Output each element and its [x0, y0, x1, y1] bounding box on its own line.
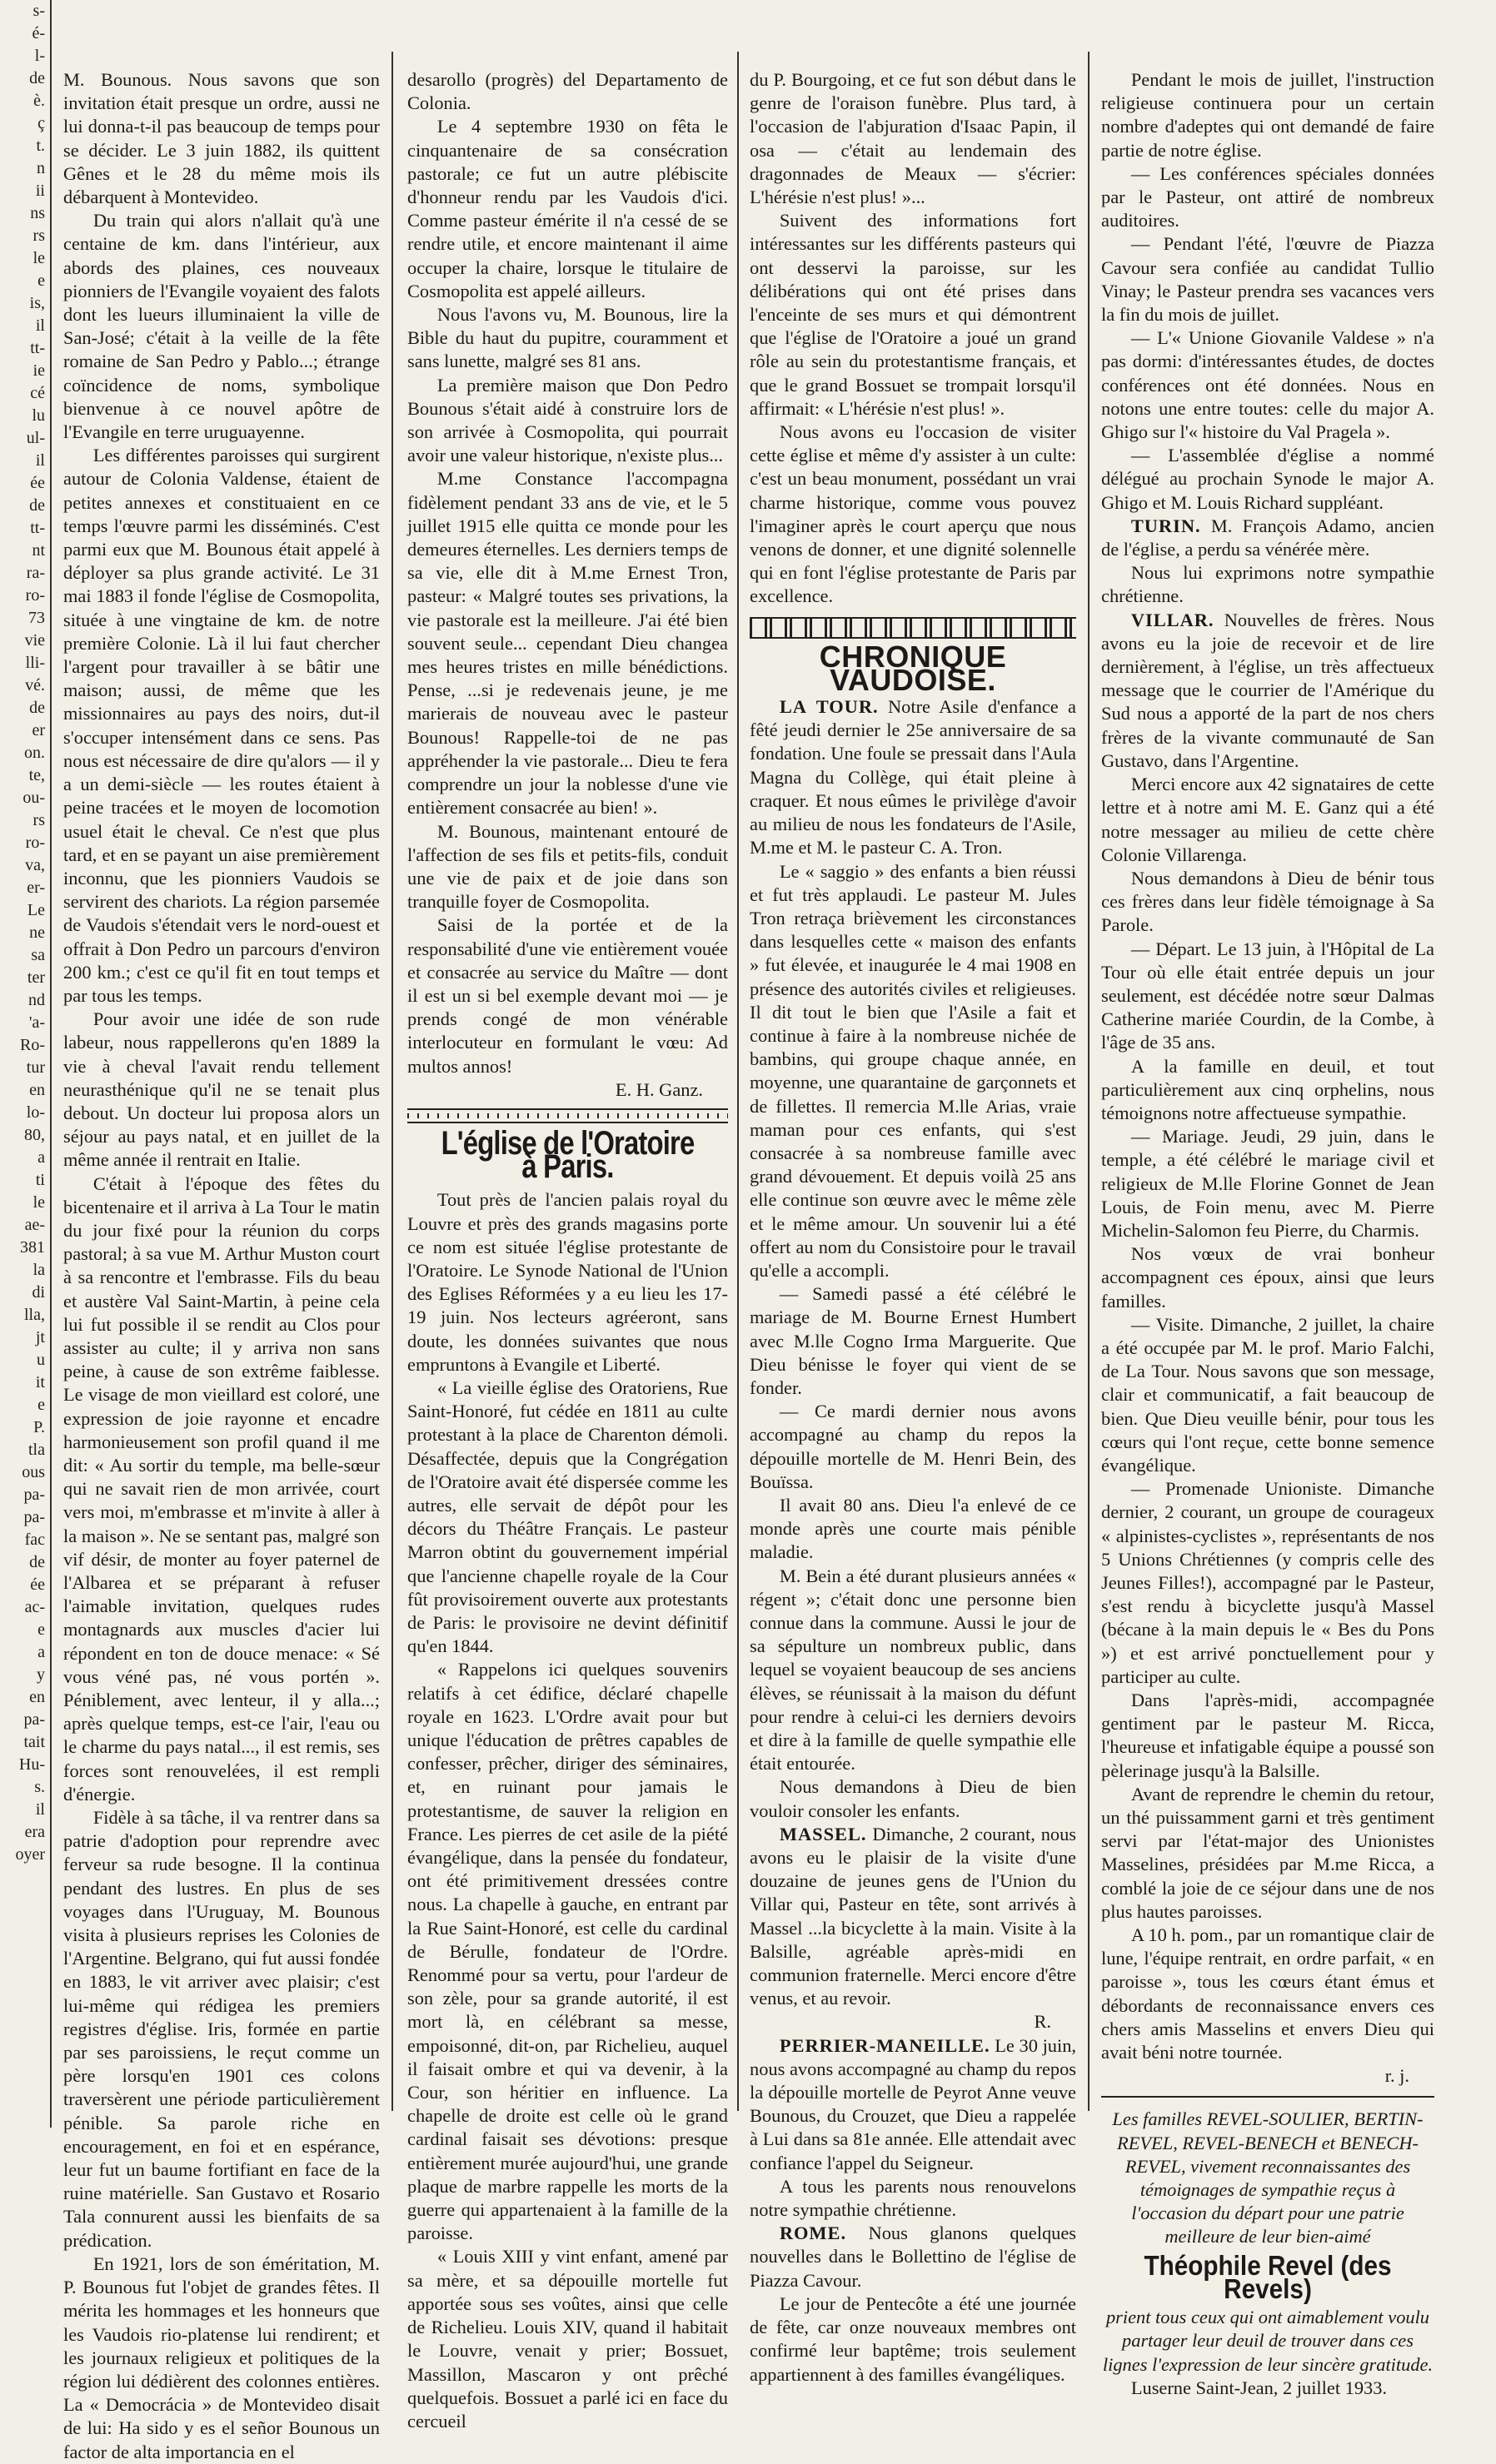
signature: E. H. Ganz. [615, 1078, 703, 1100]
paragraph-text: M. François Adamo, ancien de l'église, a perdu sa vénérée mère. [1101, 515, 1434, 560]
paragraph-text: En 1921, lors de son éméritation, M. P. Bounous fut l'objet de grandes fêtes. Il mérita les hommages et les honneurs que les Vaudois rio-platense lui rendirent; et les journaux religieux et politiques de la région lui dédièrent des colonnes entières. La « Democrácia » de Montevideo disait de lui: Ha sido y es el señor Bounous un factor de alta importancia en el [63, 2252, 380, 2462]
paragraph-text: Avant de reprendre le chemin du retour, un thé puissamment garni et très gentiment servi par l'état-major des Unionistes Masselines, présidées par M.me Ricca, a comblé la joie de ce séjour dans une de nos plus hautes paroisses. [1101, 1783, 1434, 1922]
margin-fragment: è. [33, 92, 45, 110]
margin-fragment: u [37, 1351, 45, 1369]
margin-fragment: Ro- [20, 1036, 45, 1054]
margin-fragment: é- [32, 24, 45, 42]
paragraph [63, 68, 380, 209]
paragraph [407, 467, 728, 819]
margin-fragment: sa [31, 946, 45, 964]
signature: R. [1034, 2011, 1051, 2033]
paragraph-text: Dimanche, 2 courant, nous avons eu le plaisir de la visite d'une douzaine de jeunes gens de l'Union du Villar qui, Pasteur en tête, sont arrivés à Massel ...la bicyclette à la main. Visite à la Balsille, agréable après-midi en communion fraternelle. Merci encore d'être venus, et au revoir. [750, 1823, 1076, 2009]
margin-fragment: nd [28, 991, 45, 1009]
paragraph [1101, 1924, 1434, 2064]
paragraph-text: M. Bein a été durant plusieurs années « régent »; c'était donc une personne bien connue dans la commune. Aussi le jour de sa sépulture un nombreux public, dans lequel se voyaient beaucoup de ses anciens élèves, se réunissait à la maison du défunt pour rendre à celui-ci les derniers devoirs et dire à la famille de quelle sympathie elle était entourée. [750, 1565, 1076, 1775]
margin-fragment: rs [32, 811, 45, 829]
margin-fragment: oyer [15, 1845, 45, 1864]
section-divider [1101, 2096, 1434, 2098]
margin-fragment: lli- [25, 654, 45, 672]
paragraph-text: Pour avoir une idée de son rude labeur, nous rappellerons qu'en 1889 la vie à cheval l'avait rendu tellement neurasthénique qu'il ne se tenait plus debout. Un docteur lui proposa alors un séjour au pays natal, et en juillet de la même année il rentrait en Italie. [63, 1008, 380, 1171]
paragraph-text: Saisi de la portée et de la responsabilité d'une vie entièrement vouée et consacrée au service du Maître — dont il est un si bel exemple devant moi — je prends congé de mon vénérable interlocuteur en formulant le vœu: Ad multos annos! [407, 914, 728, 1077]
paragraph [1101, 561, 1434, 608]
paragraph [407, 303, 728, 374]
paragraph-text: du P. Bourgoing, et ce fut son début dans le genre de l'oraison funèbre. Plus tard, à l'occasion de l'abjuration d'Isaac Papin, il osa — c'était au lendemain des dragonnades de Meaux — s'écrier: L'hérésie n'est plus! »... [750, 69, 1076, 208]
place-name: MASSEL. [779, 1823, 867, 1844]
paragraph [407, 2245, 728, 2433]
paragraph-text: Merci encore aux 42 signataires de cette lettre et à notre ami M. E. Ganz qui a été notre messager au milieu de cette chère Colonie Villarenga. [1101, 774, 1434, 865]
margin-fragment: P. [33, 1418, 45, 1436]
margin-fragment: ous [22, 1463, 45, 1481]
paragraph [1101, 867, 1434, 938]
paragraph [750, 695, 1076, 859]
margin-fragment: it [35, 1373, 45, 1391]
margin-fragment: Le [27, 901, 45, 919]
paragraph-text: Nouvelles de frères. Nous avons eu la joie de recevoir et de lire dernièrement, à l'église, un très affectueux message que le courrier de l'Amérique du Sud nous a apporté de la part de nos chers frères de la vivante communauté de San Gustavo, dans l'Argentine. [1101, 609, 1434, 771]
paragraph [750, 68, 1076, 209]
paragraph [750, 1494, 1076, 1565]
paragraph [63, 1806, 380, 2252]
paragraph [63, 2252, 380, 2464]
paragraph-text: « La vieille église des Oratoriens, Rue Saint-Honoré, fut cédée en 1811 au culte protestant à la place de Charenton démoli. Désaffectée, depuis que la Congrégation de l'Oratoire avait été dispersée comme les autres, elle servait de dépôt pour les décors du Théâtre Français. Le pasteur Marron obtint du gouvernement impérial que l'ancienne chapelle royale de la Cour fût provisoirement ouverte aux protestants de Paris: le provisoire ne devint définitif qu'en 1844. [407, 1376, 728, 1657]
margin-fragment: tur [26, 1058, 45, 1077]
margin-fragment: en [29, 1081, 45, 1099]
margin-fragment: le [32, 1193, 45, 1212]
paragraph-text: Dans l'après-midi, accompagnée gentiment par le pasteur M. Ricca, l'heureuse et infatigable équipe a poussé son pèlerinage jusqu'à la Balsille. [1101, 1690, 1434, 1781]
paragraph-text: Pendant le mois de juillet, l'instruction religieuse continuera pour un certain nombre d'adeptes qui ont demandé de faire partie de notre église. [1101, 69, 1434, 161]
paragraph-text: Le 4 septembre 1930 on fêta le cinquantenaire de sa consécration pastorale; ce fut un autre plébiscite d'honneur rendu par les Vaudois d'ici. Comme pasteur émérite il n'a cessé de se rendre utile, et encore maintenant il aime occuper la chaire, lorsque le titulaire de Cosmopolita est appelé ailleurs. [407, 116, 728, 301]
paragraph-text: A 10 h. pom., par un romantique clair de lune, l'équipe rentrait, en ordre parfait, « en paroisse », tous les cœurs étant émus et débordants de reconnaissance envers ces chers amis Masselins et envers Dieu qui avait béni notre tournée. [1101, 1924, 1434, 2063]
margin-fragment: il [35, 316, 45, 335]
paragraph [1101, 1783, 1434, 1924]
paragraph-text: — L'« Unione Giovanile Valdese » n'a pas dormi: d'intéressantes études, de doctes conférences ont été données. Nous en notons une entre toutes: celle du major A. Ghigo sur l'« histoire du Val Pragela ». [1101, 327, 1434, 443]
paragraph [750, 860, 1076, 1283]
margin-fragment: Hu- [18, 1755, 45, 1774]
paragraph [63, 209, 380, 444]
paragraph-text: Nous avons eu l'occasion de visiter cette église et même d'y assister à un culte: c'est un beau monument, possédant un vrai charme historique, comme vous pouvez l'imaginer après le court aperçu que nous venons de donner, et une dignité solennelle qui en font l'église protestante de Paris par excellence. [750, 421, 1076, 607]
column-rule [1088, 52, 1090, 2111]
margin-fragment: vé. [25, 676, 45, 694]
paragraph [1101, 1689, 1434, 1783]
margin-fragment: pa- [23, 1710, 45, 1729]
margin-fragment: y [37, 1665, 45, 1684]
margin-fragment: n [37, 159, 45, 177]
paragraph-text: — Samedi passé a été célébré le mariage de M. Bourne Ernest Humbert avec M.lle Cogno Irma Marguerite. Que Dieu bénisse le foyer qui vient de se fonder. [750, 1283, 1076, 1398]
column-3 [750, 68, 1076, 2385]
margin-fragment: il [35, 1800, 45, 1819]
paragraph [63, 1172, 380, 1806]
paragraph [750, 1775, 1076, 1822]
margin-fragment: s. [34, 1778, 45, 1796]
margin-fragment: la [32, 1261, 45, 1279]
margin-fragment: ii [35, 182, 45, 200]
paragraph-text: Nous demandons à Dieu de bien vouloir consoler les enfants. [750, 1776, 1076, 1821]
paragraph [407, 820, 728, 914]
margin-fragment: ç [37, 114, 45, 132]
margin-fragment: ou- [22, 789, 45, 807]
margin-fragment: a [37, 1148, 45, 1167]
paragraph-text: — Pendant l'été, l'œuvre de Piazza Cavour sera confiée au candidat Tullio Vinay; le Pasteur prendra ses vacances vers la fin du mois de juillet. [1101, 233, 1434, 326]
margin-fragment: nt [32, 541, 45, 560]
paragraph-text: — Ce mardi dernier nous avons accompagné au champ du repos la dépouille mortelle de M. Henri Bein, des Bouïssa. [750, 1401, 1076, 1492]
paragraph-text: Du train qui alors n'allait qu'à une centaine de km. dans l'intérieur, aux abords des plaines, ces nouveaux pionniers de l'Evangile voyaient des falots dont les lueurs illuminaient la ville de San-José; c'était à la veille de la fête romaine de San Pedro y Pablo...; étrange coïncidence de noms, symbolique bienvenue à ce nouvel apôtre de l'Evangile en terre uruguayenne. [63, 210, 380, 443]
margin-fragment: cé [30, 384, 45, 402]
paragraph-text: M.me Constance l'accompagna fidèlement pendant 33 ans de vie, et le 5 juillet 1915 elle quitta ce monde pour les demeures éternelles. Les derniers temps de sa vie, elle dit à M.me Ernest Tron, pasteur: « Malgré toutes ses privations, la vie pastorale est la meilleure. J'ai été bien souvent seule... cependant Dieu changea mes heures tristes en mille bénédictions. Pense, ...si je redevenais jeune, je me marierais de nouveau avec le pasteur Bounous! Rappelle-toi de ne pas appréhender la vie pastorale... Dieu te fera comprendre un jour la noblesse d'une vie entièrement consacrée au bien! ». [407, 468, 728, 819]
margin-fragment: pa- [23, 1508, 45, 1526]
paragraph-text: M. Bounous. Nous savons que son invitation était presque un ordre, aussi ne lui donna-t-il pas beaucoup de temps pour se décider. Le 3 juin 1882, ils quittent Gênes et le 28 du même mois ils débarquent à Montevideo. [63, 69, 380, 208]
margin-fragment: tt- [30, 339, 45, 357]
paragraph [750, 2292, 1076, 2387]
margin-fragment: ée [30, 474, 45, 492]
column-rule [391, 52, 393, 2111]
paragraph-text: « Louis XIII y vint enfant, amené par sa mère, et sa dépouille mortelle fut apportée sous ses voûtes, ainsi que celle de Richelieu. Louis XIV, quand il habitait le Louvre, venait y prier; Bossuet, Massillon, Mascaron y ont prêché quelquefois. Bossuet a parlé ici en face du cercueil [407, 2246, 728, 2432]
paragraph [407, 115, 728, 303]
paragraph [750, 421, 1076, 609]
paragraph [1101, 609, 1434, 773]
paragraph [407, 1376, 728, 1658]
paragraph-text: — Départ. Le 13 juin, à l'Hôpital de La Tour où elle était entrée depuis un jour seulement, est décédée notre sœur Dalmas Catherine mariée Courdin, de la Combe, à l'âge de 35 ans. [1101, 938, 1434, 1053]
paragraph-text: Les différentes paroisses qui surgirent autour de Colonia Valdense, étaient de petites annexes et constituaient en ce temps l'œuvre parmi les disséminés. C'est parmi eux que M. Bounous était appelé à déployer sa plus grande activité. Le 31 mai 1883 il fonde l'église de Cosmopolita, située à une vingtaine de km. de notre première Colonie. Là il lui faut chercher l'argent pour travailler à se bâtir une maison; aussi, de même que les missionnaires au pays des noirs, dut-il s'occuper intensément dans ce sens. Pas nous est nécessaire de dire qu'alors — il y a un demi-siècle — les routes étaient à peine tracées et le moyen de locomotion usuel était le cheval. Ce n'est que plus tard, et en se payant un aise premièrement inconnu, que les pionniers Vaudois se servirent des chariots. La région parsemée de Vaudois s'étendait vers le nord-ouest et offrait à Don Pedro un parcours d'environ 200 km.; c'est ce qu'il fit en tout temps et par tous les temps. [63, 445, 380, 1006]
paragraph-text: — Mariage. Jeudi, 29 juin, dans le temple, a été célébré le mariage civil et religieux de M.lle Florine Gonnet de Jean Louis, de Foin menu, avec M. Pierre Michelin-Salomon feu Pierre, du Charmis. [1101, 1126, 1434, 1241]
margin-fragment: tait [23, 1733, 45, 1751]
margin-fragment: 381 [20, 1238, 45, 1257]
margin-fragment: e [37, 1620, 45, 1639]
paragraph [1101, 773, 1434, 867]
margin-fragment: te, [28, 766, 45, 784]
margin-fragment: en [29, 1688, 45, 1706]
paragraph-text: Il avait 80 ans. Dieu l'a enlevé de ce monde après une courte mais pénible maladie. [750, 1494, 1076, 1563]
paragraph [63, 444, 380, 1008]
paragraph [1101, 232, 1434, 326]
paragraph-text: Suivent des informations fort intéressantes sur les différents pasteurs qui ont desservi la paroisse, sur les délibérations qui ont été prises dans l'enceinte de ses murs et qui démontrent que l'église de l'Oratoire a joué un grand rôle au sein du protestantisme français, et que le grand Bossuet se trompait lorsqu'il affirmait: « L'hérésie n'est plus! ». [750, 210, 1076, 419]
notice-text: prient tous ceux qui ont aimablement voulu partager leur deuil de trouver dans ces lignes l'expression de leur sincère gratitude. [1102, 2307, 1434, 2375]
margin-fragment: di [32, 1283, 45, 1302]
column-rule [737, 52, 739, 2111]
column-1 [63, 68, 380, 2462]
margin-fragment: jt [35, 1328, 45, 1346]
margin-fragment: va, [25, 856, 45, 874]
paragraph-text: — Les conférences spéciales données par le Pasteur, ont attiré de nombreux auditoires. [1101, 162, 1434, 231]
margin-fragment: 73 [28, 609, 45, 627]
margin-fragment: de [29, 496, 45, 515]
paragraph [1101, 1125, 1434, 1242]
margin-fragment: fac [24, 1531, 45, 1549]
paragraph [750, 1565, 1076, 1776]
margin-fragment: ti [35, 1171, 45, 1189]
article-heading: L'église de l'Oratoire à Paris. [441, 1124, 695, 1186]
paragraph [407, 1658, 728, 2245]
margin-fragment: pa- [23, 1486, 45, 1504]
margin-fragment: il [35, 451, 45, 470]
margin-fragment: a [37, 1643, 45, 1661]
margin-fragment: tla [28, 1441, 45, 1459]
margin-fragment: ie [32, 361, 45, 380]
column-4 [1101, 68, 1434, 2398]
paragraph [1101, 1055, 1434, 1126]
paragraph-text: Nous glanons quelques nouvelles dans le Bollettino de l'église de Piazza Cavour. [750, 2223, 1076, 2291]
section-heading: CHRONIQUE VAUDOISE. [819, 639, 1007, 697]
margin-fragment: lo- [26, 1103, 45, 1122]
paragraph [750, 209, 1076, 421]
paragraph [750, 1823, 1076, 2011]
place-name: LA TOUR. [779, 696, 879, 718]
margin-fragment: de [29, 699, 45, 717]
margin-fragment: e [37, 1396, 45, 1414]
margin-fragment: vie [24, 631, 45, 650]
paragraph-text: Nous lui exprimons notre sympathie chrétienne. [1101, 562, 1434, 607]
signature: r. j. [1384, 2065, 1409, 2087]
place-name: ROME. [779, 2223, 847, 2244]
paragraph-text: desarollo (progrès) del Departamento de Colonia. [407, 69, 728, 114]
place-name: PERRIER-MANEILLE. [779, 2034, 990, 2056]
paragraph-text: Fidèle à sa tâche, il va rentrer dans sa patrie d'adoption pour reprendre avec ferveur sa rude besogne. Il la continua pendant des lustres. En plus de ses voyages dans l'Uruguay, M. Bounous visita à plusieurs reprises les Colonies de l'Argentine. Belgrano, qui fut aussi fondée en 1883, le vit arriver avec plaisir; c'est lui-même qui rédigea les premiers registres d'église. Iris, formée en partie par ses paroissiens, le reçut comme un père lorsqu'en 1901 ces colons traversèrent une période particulièrement pénible. Sa parole riche en encouragement, en foi et en espérance, leur fut un baume fortifiant en face de la ruine matérielle. San Gustavo et Rosario Tala connurent aussi les bienfaits de sa prédication. [63, 1807, 380, 2251]
margin-fragment: on. [24, 744, 45, 762]
margin-fragment: tt- [30, 519, 45, 537]
margin-fragment: e [37, 271, 45, 290]
margin-fragment: ne [29, 923, 45, 942]
paragraph-text: Luserne Saint-Jean, 2 juillet 1933. [1130, 2377, 1388, 2398]
margin-fragment: ro- [25, 834, 45, 852]
paragraph-text: — Visite. Dimanche, 2 juillet, la chaire a été occupée par M. le prof. Mario Falchi, de La Tour. Nous savons que son message, clair et communicatif, a fait beaucoup de bien. Que Dieu veuille bénir, pour tous les cœurs qui l'ont reçue, cette bonne semence évangélique. [1101, 1313, 1434, 1476]
paragraph [1101, 1242, 1434, 1313]
margin-fragment: s- [32, 2, 45, 20]
column-2 [407, 68, 728, 2432]
margin-fragment: rs [32, 226, 45, 245]
margin-fragment: de [29, 1553, 45, 1571]
deceased-name: Théophile Revel (des Revels) [1144, 2249, 1392, 2304]
paragraph-text: Le « saggio » des enfants a bien réussi et fut très applaudi. Le pasteur M. Jules Tron retraça brièvement les circonstances dans lesquelles cette « maison des enfants » fut élevée, et inaugurée le 4 mai 1908 en présence des autorités civiles et religieuses. Il dit tout le bien que l'Asile a fait et continue à faire à la nombreuse nichée de bambins, qui groupe chaque année, en moyenne, une quarantaine de garçonnets et de fillettes. Il remercia M.lle Arias, vraie maman pour ces enfants, qui s'est consacrée à sa nombreuse famille avec grand dévouement. Et depuis voilà 25 ans elle continue son œuvre avec le même zèle et le même amour. Un souvenir lui a été offert au nom du Consistoire pour le travail qu'elle a accompli. [750, 860, 1076, 1281]
margin-fragment: ter [27, 968, 45, 987]
margin-fragment: ac- [24, 1598, 45, 1616]
margin-fragment: is, [29, 294, 45, 312]
paragraph-text: « Rappelons ici quelques souvenirs relatifs à cet édifice, déclaré chapelle royale en 1623. L'Ordre avait pour but unique l'éducation de prêtres capables de confesser, prêcher, diriger des séminaires, et, en ruinant pour jamais le protestantisme, de sauver la religion en France. Les pierres de cet asile de la piété évangélique, dans la pensée du fondateur, ont été primitivement dressées contre nous. La chapelle à gauche, en entrant par la Rue Saint-Honoré, est celle du cardinal de Bérulle, fondateur de l'Ordre. Renommé pour sa vertu, pour l'ardeur de son zèle, pour sa grande autorité, il est mort là, en célébrant sa messe, empoisonné, dit-on, par Richelieu, auquel il faisait ombre et qui va devenir, à la Cour, son héritier en influence. La chapelle de droite est celle où le grand cardinal faisait ses dévotions: presque entièrement murée aujourd'hui, une grande plaque de marbre rappelle les morts de la guerre qui appartenaient à la famille de la paroisse. [407, 1659, 728, 2244]
notice-text: Les familles REVEL-SOULIER, BERTIN-REVEL, REVEL-BENECH et BENECH-REVEL, vivement reconnaissantes des témoignages de sympathie reçus à l'occasion du départ pour une patrie meilleure de leur bien-aimé [1112, 2108, 1424, 2247]
margin-fragment: ro- [25, 586, 45, 605]
margin-fragment: er- [27, 879, 45, 897]
ornamental-divider [750, 617, 1076, 639]
paragraph [750, 1282, 1076, 1400]
margin-fragment: ul- [26, 429, 45, 447]
paragraph-text: Le 30 juin, nous avons accompagné au champ du repos la dépouille mortelle de Peyrot Anne veuve Bounous, du Crouzet, que Dieu a rappelée à Lui dans sa 81e année. Elle attendait avec confiance l'appel du Seigneur. [750, 2034, 1076, 2173]
paragraph-text: Nos vœux de vrai bonheur accompagnent ces époux, ainsi que leurs familles. [1101, 1243, 1434, 1312]
margin-fragment: ra- [26, 564, 45, 582]
margin-fragment: lla, [24, 1306, 45, 1324]
margin-fragment: 'a- [28, 1013, 45, 1032]
paragraph [63, 1008, 380, 1172]
margin-fragment: era [24, 1823, 45, 1841]
paragraph-text: Tout près de l'ancien palais royal du Louvre et près des grands magasins porte ce nom est située l'église protestante de l'Oratoire. Le Synode National de l'Union des Eglises Réformées y a eu lieu les 17-19 juin. Nos lecteurs agréeront, sans doute, les données suivantes que nous empruntons à Evangile et Liberté. [407, 1189, 728, 1375]
paragraph [1101, 444, 1434, 515]
paragraph-text: La première maison que Don Pedro Bounous s'était aidé à construire lors de son arrivée à Cosmopolita, qui pourrait avoir une valeur historique, n'existe plus... [407, 374, 728, 466]
margin-fragment: t. [36, 137, 45, 155]
paragraph-text: Notre Asile d'enfance a fêté jeudi dernier le 25e anniversaire de sa fondation. Une foule se pressait dans l'Aula Magna du Collège, qui était pleine à craquer. Et nous eûmes le privilège d'avoir au milieu de nous les fondateurs de l'Asile, M.me et M. le pasteur C. A. Tron. [750, 696, 1076, 859]
place-name: TURIN. [1130, 515, 1201, 536]
paragraph [1101, 68, 1434, 162]
ornamental-divider [407, 1108, 728, 1123]
paragraph [750, 2175, 1076, 2222]
margin-fragment: le [32, 249, 45, 267]
paragraph [1101, 938, 1434, 1055]
paragraph [1101, 1477, 1434, 1689]
paragraph [1101, 326, 1434, 444]
paragraph [1101, 515, 1434, 561]
margin-fragment: de [29, 69, 45, 87]
adjacent-page-margin [0, 0, 52, 2128]
paragraph [407, 68, 728, 115]
paragraph [750, 1400, 1076, 1494]
place-name: VILLAR. [1130, 609, 1214, 630]
margin-fragment: l- [34, 47, 45, 65]
paragraph [1101, 162, 1434, 233]
margin-fragment: ns [30, 204, 45, 222]
paragraph-text: A la famille en deuil, et tout particulièrement aux cinq orphelins, nous témoignons notre affectueuse sympathie. [1101, 1055, 1434, 1123]
paragraph-text: Nous demandons à Dieu de bénir tous ces frères dans leur fidèle témoignage à Sa Parole. [1101, 867, 1434, 936]
paragraph-text: M. Bounous, maintenant entouré de l'affection de ses fils et petits-fils, conduit une vie de paix et de joie dans son tranquille foyer de Cosmopolita. [407, 820, 728, 913]
margin-fragment: lu [32, 406, 45, 425]
margin-fragment: er [32, 721, 45, 739]
margin-fragment: ae- [24, 1216, 45, 1234]
margin-fragment: 80, [24, 1126, 45, 1144]
paragraph [407, 374, 728, 468]
paragraph [1101, 2377, 1434, 2400]
paragraph [750, 2034, 1076, 2175]
paragraph-text: — Promenade Unioniste. Dimanche dernier, 2 courant, un groupe de courageux « alpinistes-cyclistes », représentants de nos 5 Unions Chrétiennes (y compris celle des Jeunes Filles!), accompagné par le Pasteur, s'est rendu à bicyclette jusqu'à Massel (bécane à la main depuis le « Bes du Pons ») et est arrivé ponctuellement pour y participer au culte. [1101, 1478, 1434, 1687]
paragraph-text: C'était à l'époque des fêtes du bicentenaire et il arriva à La Tour le matin du jour fixé pour la réunion du corps pastoral; à sa vue M. Arthur Muston court à sa rencontre et l'embrasse. Fils du beau et austère Val Saint-Martin, à peine cela lui fut possible il se rendit au Clos pour assister au culte; il y arriva non sans peine, à cause de son extrême faiblesse. Le visage de mon vieillard est coloré, une expression de joie rayonne et encadre harmonieusement son profil quand il me dit: « Au sortir du temple, ma belle-sœur qui ne savait rien de mon arrivée, court vers moi, m'embrasse et m'invite à aller à la maison ». Ne se sentant pas, malgré son vif désir, de monter au foyer paternel de l'Albarea et se préparant à refuser l'aimable invitation, quelques rudes montagnards aux muscles d'acier lui répondent en ton de douce menace: « Sé vous véné pas, né vous portén ». Péniblement, avec lenteur, il y alla...; après quelque temps, est-ce l'air, l'eau ou le charme du pays natal..., il est remis, ses forces sont renouvelées, il est rempli d'énergie. [63, 1172, 380, 1804]
paragraph [407, 1188, 728, 1376]
paragraph [750, 2222, 1076, 2292]
paragraph-text: Le jour de Pentecôte a été une journée de fête, car onze nouveaux membres ont confirmé leur baptême; trois seulement appartiennent à des familles évangéliques. [750, 2292, 1076, 2385]
paragraph-text: — L'assemblée d'église a nommé délégué au prochain Synode le major A. Ghigo et M. Louis Richard suppléant. [1101, 445, 1434, 513]
paragraph-text: Nous l'avons vu, M. Bounous, lire la Bible du haut du pupitre, couramment et sans lunette, malgré ses 81 ans. [407, 304, 728, 372]
paragraph [1101, 1313, 1434, 1477]
paragraph [407, 913, 728, 1078]
paragraph-text: A tous les parents nous renouvelons notre sympathie chrétienne. [750, 2175, 1076, 2221]
margin-fragment: ée [30, 1575, 45, 1594]
